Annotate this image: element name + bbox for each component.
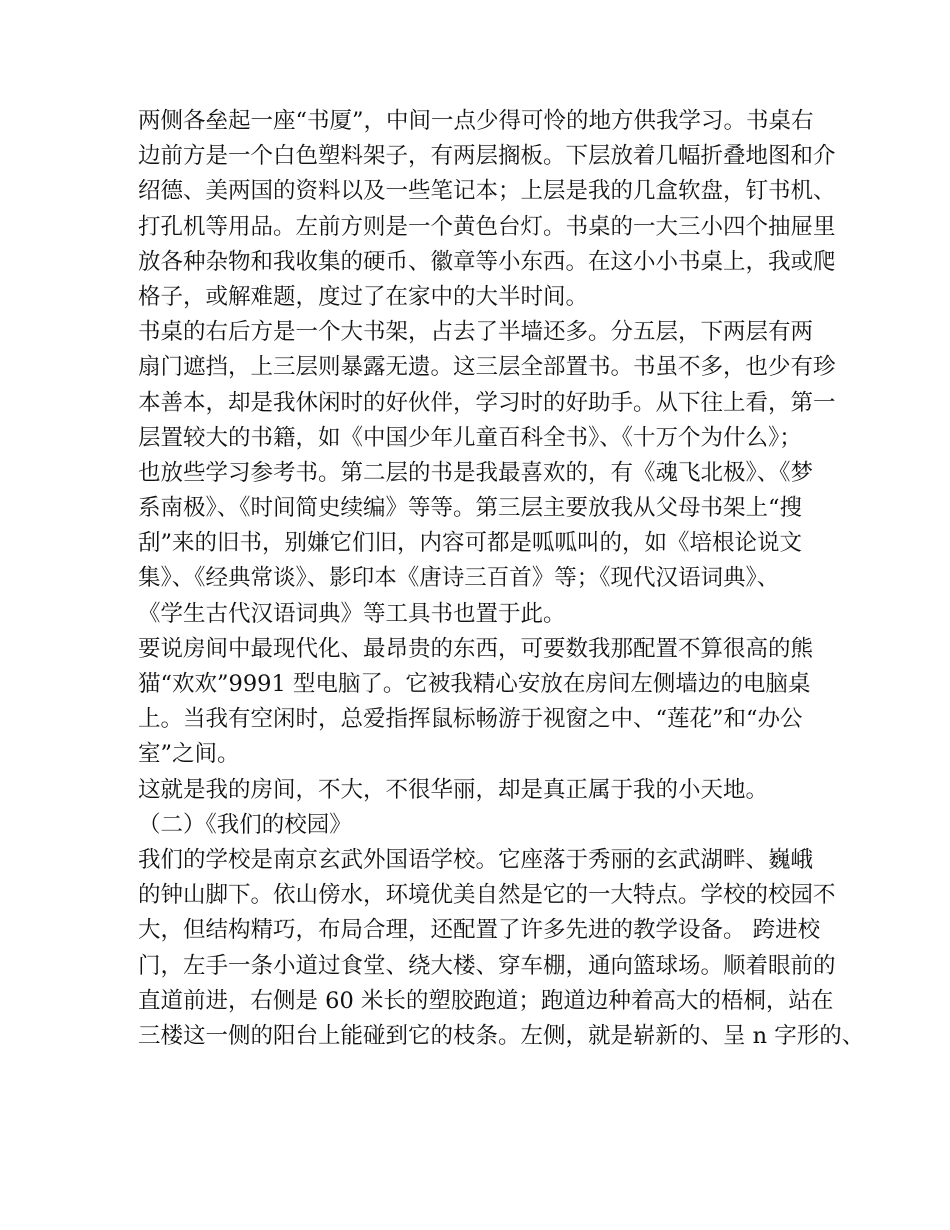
- text-line: 也放些学习参考书。第二层的书是我最喜欢的，有《魂飞北极》、《梦: [138, 459, 814, 486]
- body-text: [138, 104, 865, 1054]
- text-line: 刮”来的旧书，别嫌它们旧，内容可都是呱呱叫的，如《培根论说文: [138, 530, 803, 557]
- text-line: 系南极》、《时间简史续编》等等。第三层主要放我从父母书架上“搜: [138, 495, 803, 522]
- text-line: 书桌的右后方是一个大书架，占去了半墙还多。分五层，下两层有两: [138, 319, 814, 346]
- text-line: 两侧各垒起一座“书厦”，中间一点少得可怜的地方供我学习。书桌右: [138, 108, 814, 134]
- text-line: 这就是我的房间，不大，不很华丽，却是真正属于我的小天地。: [138, 776, 769, 803]
- text-line: 我们的学校是南京玄武外国语学校。它座落于秀丽的玄武湖畔、巍峨: [138, 846, 814, 873]
- text-line: 三楼这一侧的阳台上能碰到它的枝条。左侧，就是崭新的、呈 n 字形的、: [138, 1022, 865, 1049]
- text-line: 绍德、美两国的资料以及一些笔记本；上层是我的几盒软盘，钉书机、: [138, 178, 836, 205]
- section-heading: （二）《我们的校园》: [138, 811, 352, 838]
- text-line: 要说房间中最现代化、最昂贵的东西，可要数我那配置不算很高的熊: [138, 635, 814, 662]
- text-line: 层置较大的书籍，如《中国少年儿童百科全书》、《十万个为什么》；: [138, 424, 802, 451]
- text-line: 放各种杂物和我收集的硬币、徽章等小东西。在这小小书桌上，我或爬: [138, 248, 836, 275]
- text-line: 《学生古代汉语词典》等工具书也置于此。: [138, 600, 566, 627]
- text-line: 室”之间。: [138, 741, 240, 768]
- text-line: 的钟山脚下。依山傍水，环境优美自然是它的一大特点。学校的校园不: [138, 882, 836, 909]
- text-line: 边前方是一个白色塑料架子，有两层搁板。下层放着几幅折叠地图和介: [138, 143, 836, 170]
- text-line: 本善本，却是我休闲时的好伙伴，学习时的好助手。从下往上看，第一: [138, 389, 836, 416]
- text-line: 直道前进，右侧是 60 米长的塑胶跑道；跑道边种着高大的梧桐，站在: [138, 987, 834, 1014]
- text-line: 大，但结构精巧，布局合理，还配置了许多先进的教学设备。 跨进校: [138, 917, 821, 944]
- text-line: 打孔机等用品。左前方则是一个黄色台灯。书桌的一大三小四个抽屉里: [138, 213, 836, 240]
- text-line: 猫“欢欢”9991 型电脑了。它被我精心安放在房间左侧墙边的电脑桌: [138, 671, 811, 697]
- text-line: 上。当我有空闲时，总爱指挥鼠标畅游于视窗之中、“莲花”和“办公: [138, 706, 803, 733]
- text-line: 门，左手一条小道过食堂、绕大楼、穿车棚，通向篮球场。顺着眼前的: [138, 952, 836, 979]
- text-line: 格子，或解难题，度过了在家中的大半时间。: [138, 283, 589, 310]
- text-line: 扇门遮挡，上三层则暴露无遗。这三层全部置书。书虽不多，也少有珍: [138, 354, 836, 381]
- text-line: 集》、《经典常谈》、影印本《唐诗三百首》等；《现代汉语词典》、: [138, 565, 780, 592]
